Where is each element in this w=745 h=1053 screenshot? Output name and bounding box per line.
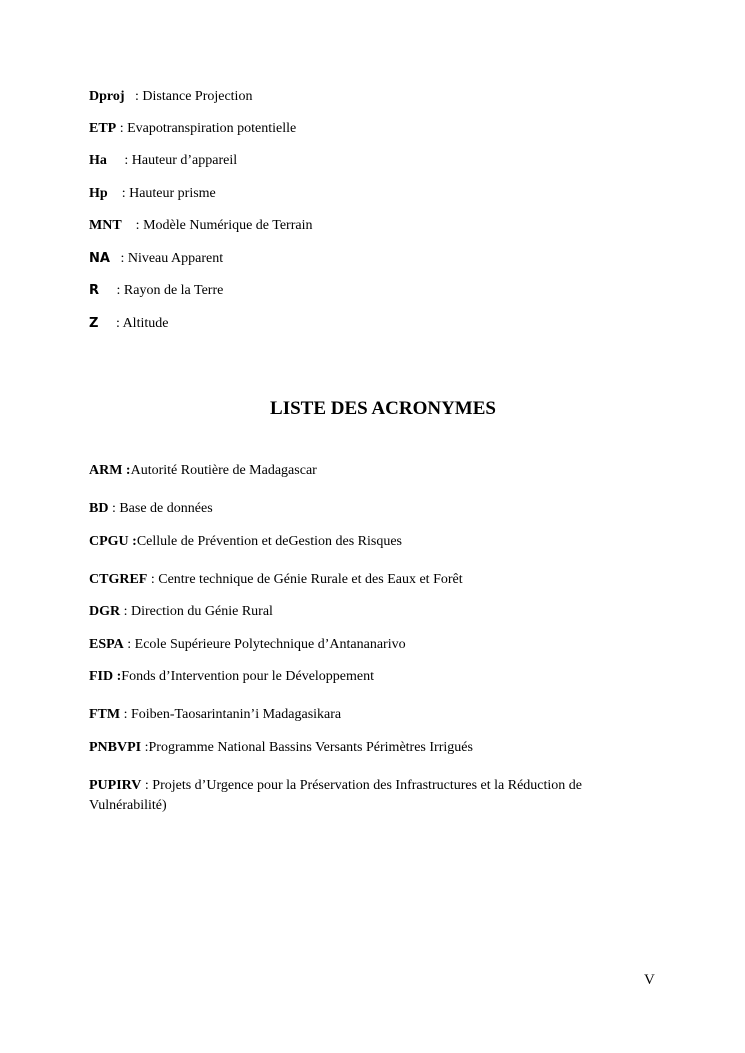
acronym-term: FID : [89, 669, 122, 684]
symbol-entry-mnt [89, 216, 312, 236]
acronym-entry-espa [89, 635, 406, 655]
acronym-definition: Projets d’Urgence pour la Préservation des Infrastructures et la Réduction de Vulnérabilité) [89, 778, 582, 813]
acronym-term: ESPA [89, 637, 124, 652]
acronym-term: PNBVPI [89, 740, 142, 755]
symbol-term: Dproj [89, 89, 125, 104]
acronym-definition: Fonds d’Intervention pour le Développement [121, 669, 374, 684]
acronym-definition: Autorité Routière de Madagascar [130, 463, 317, 478]
acronym-definition: Base de données [119, 501, 213, 516]
symbol-term: ETP [89, 121, 117, 136]
acronym-entry-dgr [89, 602, 273, 622]
symbol-term: NA [89, 251, 110, 266]
symbol-separator: : [98, 316, 123, 331]
symbol-entry-etp [89, 119, 296, 139]
symbol-separator: : [107, 186, 130, 201]
acronym-entry-pupirv [89, 776, 634, 816]
acronym-entry-cpgu [89, 532, 402, 552]
symbol-separator: : [99, 283, 124, 298]
acronym-definition: Direction du Génie Rural [131, 604, 273, 619]
acronym-entry-fid [89, 667, 374, 687]
symbol-definition: Altitude [122, 316, 169, 331]
symbol-term: MNT [89, 218, 122, 233]
symbol-definition: Niveau Apparent [127, 251, 224, 266]
symbol-definition: Evapotranspiration potentielle [127, 121, 297, 136]
symbol-term: Ha [89, 153, 107, 168]
symbol-term: R [89, 283, 100, 298]
symbol-definition: Rayon de la Terre [123, 283, 224, 298]
symbol-definition: Hauteur prisme [129, 186, 216, 201]
acronym-separator: : [141, 778, 153, 793]
acronym-definition: Cellule de Prévention et deGestion des Risques [136, 534, 403, 549]
symbol-entry-dproj [89, 87, 252, 107]
acronym-term: CTGREF [89, 572, 148, 587]
acronyms-heading: LISTE DES ACRONYMES [270, 398, 496, 419]
symbol-separator: : [106, 153, 132, 168]
symbol-separator: : [116, 121, 128, 136]
symbol-term: Z [89, 316, 99, 331]
acronym-term: DGR [89, 604, 121, 619]
page-number: V [644, 972, 655, 988]
acronym-term: PUPIRV [89, 778, 142, 793]
symbol-separator: : [121, 218, 144, 233]
symbol-entry-r [89, 281, 223, 301]
acronym-separator: : [108, 501, 120, 516]
symbol-definition: Modèle Numérique de Terrain [143, 218, 313, 233]
symbol-definition: Hauteur d’appareil [131, 153, 238, 168]
symbol-entry-z [89, 314, 168, 334]
symbol-entry-na [89, 249, 223, 269]
acronym-separator: : [147, 572, 159, 587]
acronym-entry-arm [89, 461, 317, 481]
acronym-entry-bd [89, 499, 213, 519]
acronym-entry-ftm [89, 705, 341, 725]
acronym-definition: Centre technique de Génie Rurale et des Eaux et Forêt [158, 572, 463, 587]
symbol-entry-ha [89, 151, 237, 171]
symbol-separator: : [124, 89, 143, 104]
symbol-separator: : [109, 251, 128, 266]
acronym-entry-ctgref [89, 570, 463, 590]
acronym-term: CPGU : [89, 534, 137, 549]
acronym-entry-pnbvpi [89, 738, 473, 758]
acronym-definition: Ecole Supérieure Polytechnique d’Antananarivo [134, 637, 406, 652]
symbol-entry-hp [89, 184, 216, 204]
acronym-term: ARM : [89, 463, 131, 478]
acronym-definition: Programme National Bassins Versants Périmètres Irrigués [148, 740, 473, 755]
acronym-separator: : [123, 637, 135, 652]
acronym-term: FTM [89, 707, 121, 722]
acronym-separator: : [141, 740, 149, 755]
symbol-definition: Distance Projection [142, 89, 253, 104]
acronym-term: BD [89, 501, 109, 516]
acronym-separator: : [120, 604, 132, 619]
acronym-separator: : [120, 707, 131, 722]
acronym-definition: Foiben-Taosarintanin’i Madagasikara [131, 707, 342, 722]
symbol-term: Hp [89, 186, 108, 201]
